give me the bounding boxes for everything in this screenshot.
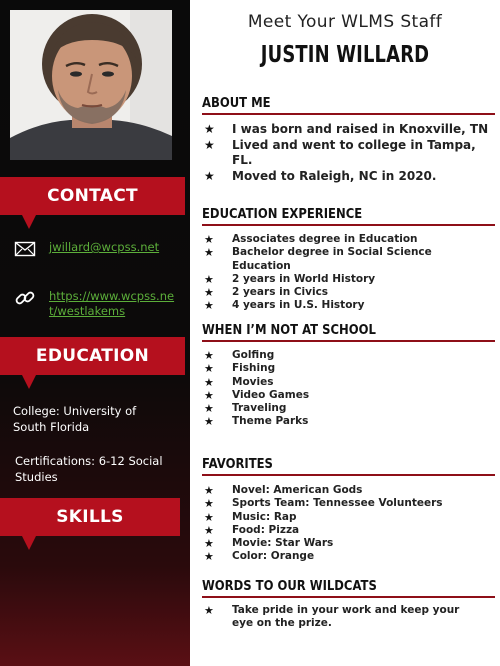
list-item bbox=[204, 604, 479, 631]
education-experience-heading bbox=[202, 206, 495, 226]
profile-photo bbox=[10, 10, 172, 160]
star-bullet-icon: ★ bbox=[204, 388, 214, 402]
star-bullet-icon: ★ bbox=[204, 362, 214, 376]
profile-photo-image bbox=[10, 10, 172, 160]
cert-line1: Certifications: 6-12 Social bbox=[15, 454, 163, 468]
education-experience-list bbox=[204, 233, 494, 313]
star-bullet-icon: ★ bbox=[204, 122, 215, 136]
star-bullet-icon: ★ bbox=[204, 550, 214, 564]
list-item-text: Take pride in your work and keep your eye on the prize. bbox=[232, 604, 460, 630]
list-item bbox=[204, 389, 494, 402]
contact-heading: CONTACT bbox=[47, 186, 138, 206]
contact-heading-banner bbox=[0, 177, 185, 215]
college-text bbox=[13, 403, 136, 435]
about-heading bbox=[202, 95, 495, 115]
main-content bbox=[190, 0, 500, 666]
list-item-text: 4 years in U.S. History bbox=[232, 299, 365, 312]
list-item bbox=[204, 376, 494, 389]
email-link[interactable]: jwillard@wcpss.net bbox=[49, 240, 160, 254]
star-bullet-icon: ★ bbox=[204, 604, 214, 617]
list-item-text: Associates degree in Education bbox=[232, 233, 418, 245]
words-heading bbox=[202, 578, 495, 598]
list-item bbox=[204, 524, 494, 537]
list-item bbox=[204, 484, 494, 497]
list-item-text: Lived and went to college in Tampa, FL. bbox=[232, 137, 476, 167]
list-item bbox=[204, 246, 494, 273]
list-item-text: Food: Pizza bbox=[232, 523, 300, 536]
words-heading-text: WORDS TO OUR WILDCATS bbox=[202, 578, 377, 594]
skills-heading: SKILLS bbox=[56, 507, 124, 527]
star-bullet-icon: ★ bbox=[204, 299, 214, 313]
education-heading-banner bbox=[0, 337, 185, 375]
list-item-text: I was born and raised in Knoxville, TN bbox=[232, 122, 489, 136]
list-item bbox=[204, 402, 494, 415]
website-link-line2[interactable]: t/westlakems bbox=[49, 304, 126, 318]
star-bullet-icon: ★ bbox=[204, 523, 214, 537]
star-bullet-icon: ★ bbox=[204, 168, 215, 183]
hobbies-heading bbox=[202, 322, 495, 342]
website-link-line1[interactable]: https://www.wcpss.ne bbox=[49, 289, 175, 303]
website-link[interactable] bbox=[49, 289, 174, 319]
envelope-icon bbox=[14, 238, 36, 260]
list-item bbox=[204, 273, 494, 286]
list-item-text: Movies bbox=[232, 375, 274, 388]
staff-name: JUSTIN WILLARD bbox=[260, 42, 430, 68]
college-line1: College: University of bbox=[13, 404, 137, 418]
list-item-text: 2 years in Civics bbox=[232, 286, 329, 299]
list-item-text: Music: Rap bbox=[232, 510, 297, 523]
sidebar bbox=[0, 0, 190, 666]
words-list bbox=[204, 604, 479, 631]
certifications-text bbox=[15, 453, 163, 485]
list-item bbox=[204, 349, 494, 362]
list-item bbox=[204, 299, 494, 312]
link-icon bbox=[14, 287, 36, 309]
banner-pointer bbox=[22, 215, 36, 229]
list-item bbox=[204, 362, 494, 375]
list-item bbox=[204, 286, 494, 299]
list-item-text: Theme Parks bbox=[232, 415, 309, 428]
list-item bbox=[204, 415, 494, 428]
list-item bbox=[204, 138, 494, 169]
list-item bbox=[204, 537, 494, 550]
about-heading-text: ABOUT ME bbox=[202, 95, 271, 111]
education-experience-heading-text: EDUCATION EXPERIENCE bbox=[202, 206, 363, 222]
banner-pointer bbox=[22, 375, 36, 389]
star-bullet-icon: ★ bbox=[204, 537, 214, 551]
list-item-text: 2 years in World History bbox=[232, 272, 376, 285]
list-item-text: Novel: American Gods bbox=[232, 484, 363, 496]
list-item bbox=[204, 233, 494, 246]
list-item-text: Moved to Raleigh, NC in 2020. bbox=[232, 168, 437, 183]
list-item bbox=[204, 511, 494, 524]
hobbies-list bbox=[204, 349, 494, 429]
star-bullet-icon: ★ bbox=[204, 233, 214, 246]
list-item-text: Video Games bbox=[232, 388, 310, 401]
about-list bbox=[204, 122, 494, 184]
star-bullet-icon: ★ bbox=[204, 286, 214, 300]
favorites-heading-text: FAVORITES bbox=[202, 456, 273, 472]
college-line2: South Florida bbox=[13, 420, 90, 434]
list-item-text: Sports Team: Tennessee Volunteers bbox=[232, 497, 443, 510]
email-row[interactable] bbox=[14, 238, 159, 260]
hobbies-heading-text: WHEN I’M NOT AT SCHOOL bbox=[202, 322, 376, 338]
star-bullet-icon: ★ bbox=[204, 246, 214, 260]
skills-heading-banner bbox=[0, 498, 180, 536]
star-bullet-icon: ★ bbox=[204, 349, 214, 362]
star-bullet-icon: ★ bbox=[204, 272, 214, 286]
education-heading: EDUCATION bbox=[35, 346, 150, 366]
list-item-text: Color: Orange bbox=[232, 550, 315, 563]
list-item-text: Bachelor degree in Social Science Education bbox=[232, 246, 432, 272]
list-item-text: Golfing bbox=[232, 349, 275, 361]
list-item bbox=[204, 122, 494, 138]
cert-line2: Studies bbox=[15, 470, 58, 484]
star-bullet-icon: ★ bbox=[204, 510, 214, 524]
star-bullet-icon: ★ bbox=[204, 497, 214, 511]
list-item bbox=[204, 497, 494, 510]
favorites-list bbox=[204, 484, 494, 564]
star-bullet-icon: ★ bbox=[204, 137, 215, 152]
list-item-text: Movie: Star Wars bbox=[232, 537, 334, 550]
star-bullet-icon: ★ bbox=[204, 402, 214, 416]
star-bullet-icon: ★ bbox=[204, 375, 214, 389]
banner-pointer bbox=[22, 536, 36, 550]
list-item bbox=[204, 169, 494, 185]
website-row[interactable] bbox=[14, 287, 174, 319]
star-bullet-icon: ★ bbox=[204, 415, 214, 429]
staff-title: Meet Your WLMS Staff bbox=[247, 12, 443, 32]
list-item bbox=[204, 550, 494, 563]
star-bullet-icon: ★ bbox=[204, 484, 214, 497]
favorites-heading bbox=[202, 456, 495, 476]
list-item-text: Fishing bbox=[232, 362, 276, 375]
list-item-text: Traveling bbox=[232, 402, 287, 415]
